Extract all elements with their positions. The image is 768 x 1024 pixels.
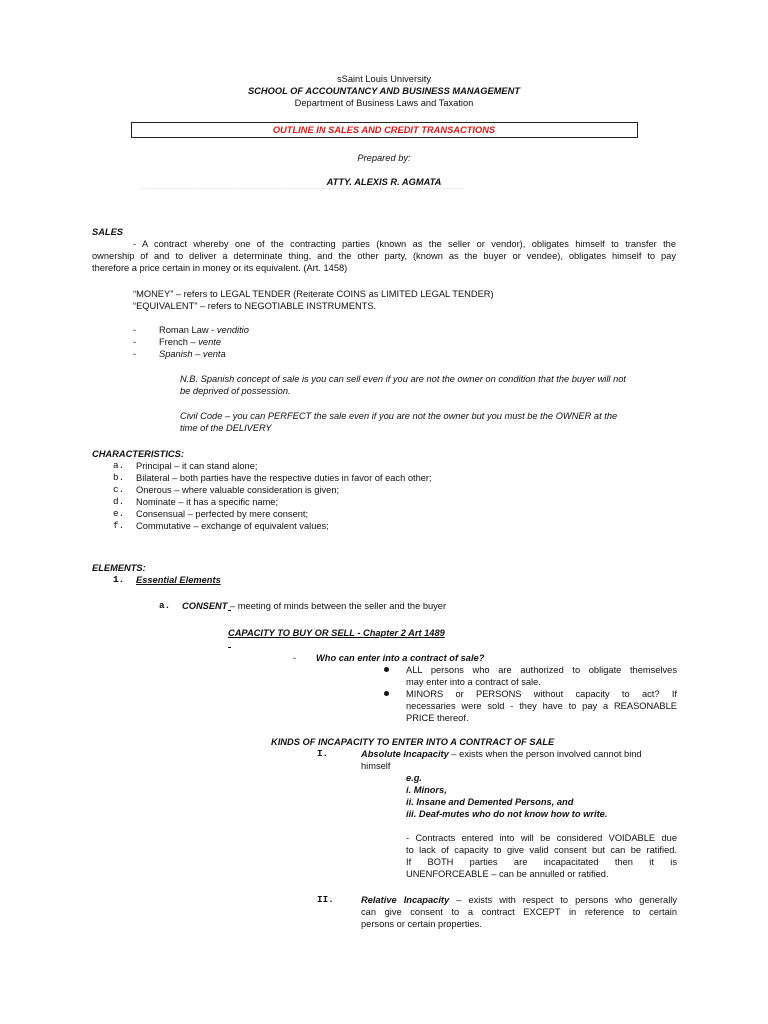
relative-incapacity-line bbox=[361, 894, 677, 906]
bullet-dot bbox=[384, 667, 389, 672]
voidable-note-line-3: If BOTH parties are incapacitated then it is bbox=[406, 857, 677, 867]
sales-heading: SALES bbox=[92, 227, 123, 237]
example-item: ii. Insane and Demented Persons, and bbox=[406, 797, 574, 807]
relative-incapacity-definition: – exists with respect to persons who generally bbox=[449, 895, 677, 905]
equivalent-note: “EQUIVALENT” – refers to NEGOTIABLE INSTRUMENTS. bbox=[133, 301, 377, 311]
spanish-item: Spanish – venta bbox=[159, 349, 226, 359]
civil-code-line-1: Civil Code – you can PERFECT the sale even if you are not the owner but you must be the OWNER at the bbox=[180, 411, 618, 421]
french-label: French – bbox=[159, 337, 199, 347]
example-label: e.g. bbox=[406, 773, 423, 783]
document-title: OUTLINE IN SALES AND CREDIT TRANSACTIONS bbox=[272, 125, 496, 135]
item-letter: a. bbox=[113, 460, 125, 471]
capacity-heading: CAPACITY TO BUY OR SELL - Chapter 2 Art 1489 bbox=[228, 628, 445, 638]
sales-definition-line-2: ownership of and to deliver a determinate thing, and the other party, (known as the buyer or vendee), obligates himself to pay bbox=[92, 251, 676, 261]
example-item: iii. Deaf-mutes who do not know how to write. bbox=[406, 809, 608, 819]
absolute-incapacity-definition: – exists when the person involved cannot bind bbox=[448, 749, 642, 759]
essential-elements-heading: Essential Elements bbox=[136, 575, 221, 585]
french-item bbox=[159, 336, 221, 348]
roman-law-item bbox=[159, 324, 249, 336]
item-letter: f. bbox=[113, 520, 125, 531]
relative-incapacity-title: Relative Incapacity bbox=[361, 895, 450, 905]
characteristic-item: Bilateral – both parties have the respective duties in favor of each other; bbox=[136, 473, 432, 483]
capacity-answer-2-line-2: necessaries were sold - they have to pay a REASONABLE bbox=[406, 701, 677, 711]
absolute-incapacity-line bbox=[361, 748, 642, 760]
example-item: i. Minors, bbox=[406, 785, 447, 795]
item-letter: b. bbox=[113, 472, 125, 483]
dotted-divider: °°°°°°°°°°°°°°°°°°°°°°°°°°°°°°°°°°°°°°°°°°°°°°°°°°°°°°°°°°°°°°°°°°°°°°°°°°°°°°°°°°°°°°°°°°°°°°°°°°°°°°°°°°°°°°°°°°°°°°°°°°°°°°°°°°°°°°°°°°°°°°°°°°° bbox=[140, 188, 464, 192]
civil-code-line-2: time of the DELIVERY bbox=[180, 423, 272, 433]
sales-definition-line-3: therefore a price certain in money or its equivalent. (Art. 1458) bbox=[92, 263, 348, 273]
characteristic-item: Consensual – perfected by mere consent; bbox=[136, 509, 309, 519]
capacity-answer-1-line-1: ALL persons who are authorized to obligate themselves bbox=[406, 665, 677, 675]
short-underline-mark bbox=[228, 610, 231, 611]
sub-letter: a. bbox=[159, 600, 171, 611]
sales-definition-line-1: - A contract whereby one of the contracting parties (known as the seller or vendor), obligates himself to transfer the bbox=[133, 239, 676, 249]
consent-definition: – meeting of minds between the seller and the buyer bbox=[227, 601, 447, 611]
relative-incapacity-line-3: persons or certain properties. bbox=[361, 919, 482, 929]
prepared-by-label: Prepared by: bbox=[357, 153, 411, 163]
nb-note-line-2: be deprived of possession. bbox=[180, 386, 291, 396]
voidable-note-line-1: - Contracts entered into will be considered VOIDABLE due bbox=[406, 833, 677, 843]
item-letter: d. bbox=[113, 496, 125, 507]
capacity-answer-2-line-1: MINORS or PERSONS without capacity to act? If bbox=[406, 689, 677, 699]
voidable-note-line-2: to lack of capacity to give valid consent but can be ratified. bbox=[406, 845, 677, 855]
capacity-answer-2-line-3: PRICE thereof. bbox=[406, 713, 469, 723]
money-note: “MONEY” – refers to LEGAL TENDER (Reiterate COINS as LIMITED LEGAL TENDER) bbox=[133, 289, 494, 299]
consent-title: CONSENT bbox=[182, 601, 228, 611]
dash-bullet: - bbox=[133, 349, 137, 359]
consent-line bbox=[182, 600, 446, 612]
characteristic-item: Nominate – it has a specific name; bbox=[136, 497, 279, 507]
dash-bullet: - bbox=[293, 653, 297, 663]
roman-numeral: II. bbox=[317, 894, 334, 905]
dash-bullet: - bbox=[133, 325, 137, 335]
dash-bullet: - bbox=[133, 337, 137, 347]
relative-incapacity-line-2: can give consent to a contract EXCEPT in reference to certain bbox=[361, 907, 677, 917]
short-underline-mark bbox=[228, 647, 231, 648]
university-name: sSaint Louis University bbox=[336, 74, 432, 84]
characteristic-item: Principal – it can stand alone; bbox=[136, 461, 258, 471]
who-question: Who can enter into a contract of sale? bbox=[316, 653, 485, 663]
voidable-note-line-4: UNENFORCEABLE – can be annulled or ratified. bbox=[406, 869, 609, 879]
elements-heading: ELEMENTS: bbox=[92, 563, 146, 573]
school-name: SCHOOL OF ACCOUNTANCY AND BUSINESS MANAGEMENT bbox=[247, 86, 521, 96]
roman-numeral: I. bbox=[317, 748, 329, 759]
item-letter: e. bbox=[113, 508, 125, 519]
incapacity-heading: KINDS OF INCAPACITY TO ENTER INTO A CONTRACT OF SALE bbox=[271, 737, 555, 747]
author-name: ATTY. ALEXIS R. AGMATA bbox=[326, 177, 442, 187]
characteristics-heading: CHARACTERISTICS: bbox=[92, 449, 184, 459]
capacity-answer-1-line-2: may enter into a contract of sale. bbox=[406, 677, 541, 687]
nb-note-line-1: N.B. Spanish concept of sale is you can sell even if you are not the owner on condition that the buyer will not bbox=[180, 374, 626, 384]
bullet-dot bbox=[384, 691, 389, 696]
roman-law-label: Roman Law - bbox=[159, 325, 217, 335]
item-letter: c. bbox=[113, 484, 125, 495]
characteristic-item: Onerous – where valuable consideration is given; bbox=[136, 485, 340, 495]
element-number: 1. bbox=[113, 574, 125, 585]
characteristic-item: Commutative – exchange of equivalent values; bbox=[136, 521, 329, 531]
french-term: vente bbox=[198, 337, 222, 347]
absolute-incapacity-title: Absolute Incapacity bbox=[361, 749, 449, 759]
department-name: Department of Business Laws and Taxation bbox=[294, 98, 474, 108]
roman-law-term: venditio bbox=[216, 325, 249, 335]
absolute-incapacity-line-2: himself bbox=[361, 761, 391, 771]
